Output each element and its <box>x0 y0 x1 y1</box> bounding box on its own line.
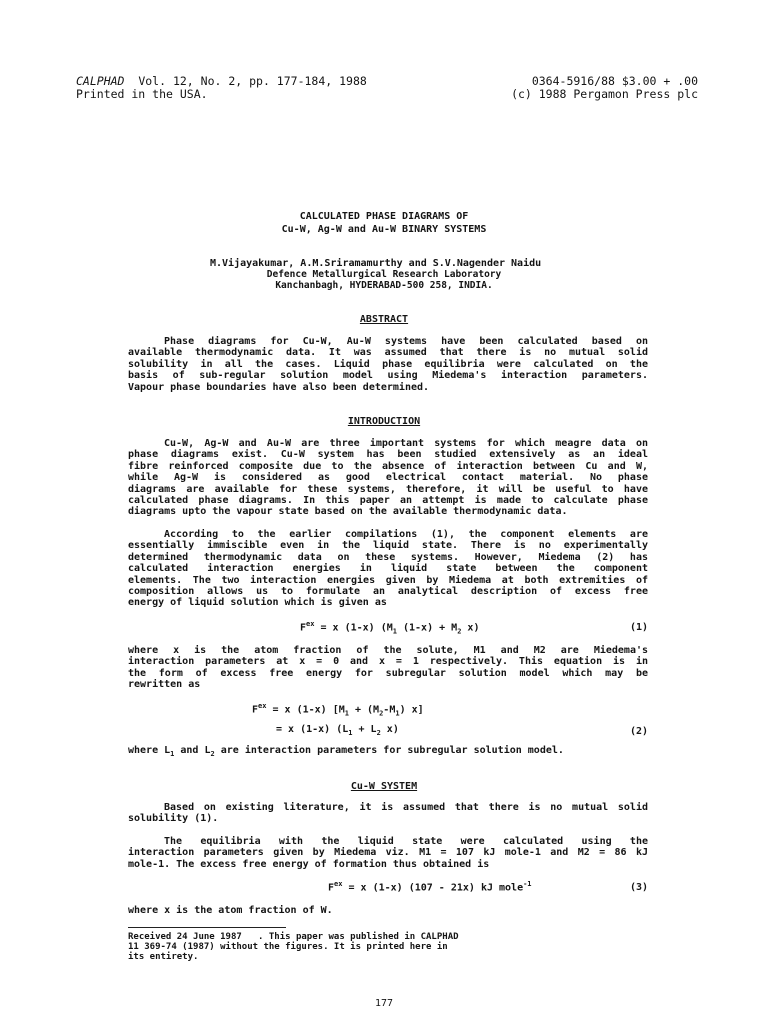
paragraph-line: Cu-W, Ag-W and Au-W are three important systems for which meagre data on <box>164 438 648 449</box>
introduction-paragraph-4 <box>128 745 564 758</box>
authors: M.Vijayakumar, A.M.Sriramamurthy and S.V.Nagender Naidu <box>210 258 542 269</box>
eq-subscript: 1 <box>348 729 353 737</box>
eq-text: x) <box>380 724 399 735</box>
equation-1-number: (1) <box>629 622 648 633</box>
introduction-paragraph-2 <box>128 529 648 609</box>
eq-text: = x (1-x) (M <box>314 622 393 634</box>
eq-subscript: 1 <box>170 750 175 758</box>
paragraph-line: rewritten as <box>128 679 201 691</box>
introduction-heading: INTRODUCTION <box>347 416 421 427</box>
eq-text: where L <box>128 745 171 756</box>
eq-subscript: 2 <box>376 729 381 737</box>
abstract-body <box>128 336 648 393</box>
paragraph-line: energy of liquid solution which is given as <box>128 597 387 609</box>
paragraph-line: elements. The two interaction energies given by Miedema at both extremities of <box>128 574 648 586</box>
eq-symbol: F <box>328 882 335 894</box>
equation-2-line-1 <box>252 702 424 717</box>
eq-subscript: 2 <box>379 709 384 718</box>
paragraph-line: fibre reinforced composite due to the absence of interaction between Cu and W, <box>128 460 648 472</box>
eq-text: + (M <box>348 704 380 716</box>
eq-superscript: -1 <box>523 880 532 888</box>
eq-text: x) <box>461 622 480 634</box>
paper-title-line-2: Cu-W, Ag-W and Au-W BINARY SYSTEMS <box>281 224 487 235</box>
volume-info: Vol. 12, No. 2, pp. 177-184, 1988 <box>138 74 367 88</box>
equation-3-number: (3) <box>629 882 648 893</box>
abstract-line: Phase diagrams for Cu-W, Au-W systems have been calculated based on <box>164 336 648 347</box>
equation-3 <box>328 880 532 893</box>
equation-2-number: (2) <box>629 726 648 737</box>
paragraph-line: According to the earlier compilations (1), the component elements are <box>164 529 648 540</box>
eq-text: = x (1-x) [M <box>266 704 345 716</box>
copyright: (c) 1988 Pergamon Press plc <box>511 87 698 101</box>
equation-1 <box>300 620 479 635</box>
eq-superscript: ex <box>334 880 343 888</box>
eq-subscript: 1 <box>392 627 397 636</box>
page-number: 177 <box>374 998 394 1009</box>
equation-2-line-2 <box>276 724 399 737</box>
affiliation-line-1: Defence Metallurgical Research Laboratory <box>266 269 502 280</box>
paragraph-line: phase diagrams exist. Cu-W system has been studied extensively as an ideal <box>128 449 648 461</box>
eq-symbol: F <box>300 622 307 634</box>
paragraph-line: where x is the atom fraction of the solute, M1 and M2 are Miedema's <box>128 645 648 656</box>
paragraph-line: diagrams are available for these systems, therefore, it will be useful to have <box>128 483 648 495</box>
eq-text: (1-x) + M <box>396 622 458 634</box>
paragraph-line: while Ag-W is considered as good electrical contact material. No phase <box>128 472 648 484</box>
eq-text: and L <box>174 745 211 756</box>
eq-subscript: 1 <box>344 709 349 718</box>
eq-subscript: 2 <box>210 750 215 758</box>
footnote-line-3: its entirety. <box>128 952 199 962</box>
cuw-paragraph-1 <box>128 802 648 825</box>
eq-symbol: F <box>252 704 259 716</box>
paragraph-line: Based on existing literature, it is assumed that there is no mutual solid <box>164 802 648 813</box>
paragraph-line: calculated interaction energies in liquid state between the component <box>128 563 648 575</box>
abstract-line: solubility in all the cases. Liquid phase equilibria were calculated on the <box>128 358 648 370</box>
paragraph-line: determined thermodynamic data on these systems. However, Miedema (2) has <box>128 551 648 563</box>
eq-subscript: 2 <box>457 627 462 636</box>
paragraph-line: solubility (1). <box>128 813 219 825</box>
abstract-line: Vapour phase boundaries have also been determined. <box>128 381 430 393</box>
affiliation-line-2: Kanchanbagh, HYDERABAD-500 258, INDIA. <box>275 280 493 291</box>
abstract-heading: ABSTRACT <box>359 314 409 325</box>
eq-subscript: 1 <box>395 709 400 718</box>
printed-location: Printed in the USA. <box>76 87 208 101</box>
eq-text: are interaction parameters for subregular solution model. <box>214 745 564 756</box>
footnote-divider <box>128 927 286 928</box>
paragraph-line: The equilibria with the liquid state were calculated using the <box>164 836 648 847</box>
abstract-line: available thermodynamic data. It was assumed that there is no mutual solid <box>128 347 648 359</box>
abstract-line: basis of sub-regular solution model using Miedema's interaction parameters. <box>128 370 648 382</box>
cuw-system-heading: Cu-W SYSTEM <box>350 781 418 792</box>
paragraph-line: composition allows us to formulate an analytical description of excess free <box>128 586 648 598</box>
eq-superscript: ex <box>258 702 267 710</box>
eq-text: + L <box>352 724 377 735</box>
paragraph-line: calculated phase diagrams. In this paper an attempt is made to calculate phase <box>128 495 648 507</box>
eq-text: = x (1-x) (107 - 21x) kJ mole <box>342 882 524 894</box>
cuw-paragraph-3: where x is the atom fraction of W. <box>128 905 333 916</box>
paragraph-line: diagrams upto the vapour state based on the available thermodynamic data. <box>128 506 568 518</box>
footnote-line-1: Received 24 June 1987 . This paper was published in CALPHAD <box>128 932 459 942</box>
eq-superscript: ex <box>306 620 315 628</box>
paper-title-line-1: CALCULATED PHASE DIAGRAMS OF <box>299 211 469 222</box>
paragraph-line: interaction parameters at x = 0 and x = 1 respectively. This equation is in <box>128 656 648 668</box>
eq-text: ) x] <box>399 704 424 716</box>
footnote-line-2: 11 369-74 (1987) without the figures. It is printed here in <box>128 942 448 952</box>
introduction-paragraph-3 <box>128 645 648 691</box>
paragraph-line: interaction parameters given by Miedema viz. M1 = 107 kJ mole-1 and M2 = 86 kJ <box>128 847 648 859</box>
eq-text: -M <box>383 704 396 716</box>
eq-text: = x (1-x) (L <box>276 724 349 735</box>
issn-price: 0364-5916/88 $3.00 + .00 <box>531 74 698 88</box>
cuw-paragraph-2 <box>128 836 648 870</box>
paragraph-line: mole-1. The excess free energy of formation thus obtained is <box>128 858 490 870</box>
introduction-paragraph-1 <box>128 438 648 518</box>
journal-name: CALPHAD <box>76 74 125 88</box>
paragraph-line: essentially immiscible even in the liquid state. There is no experimentally <box>128 540 648 552</box>
paragraph-line: the form of excess free energy for subregular solution model which may be <box>128 667 648 679</box>
